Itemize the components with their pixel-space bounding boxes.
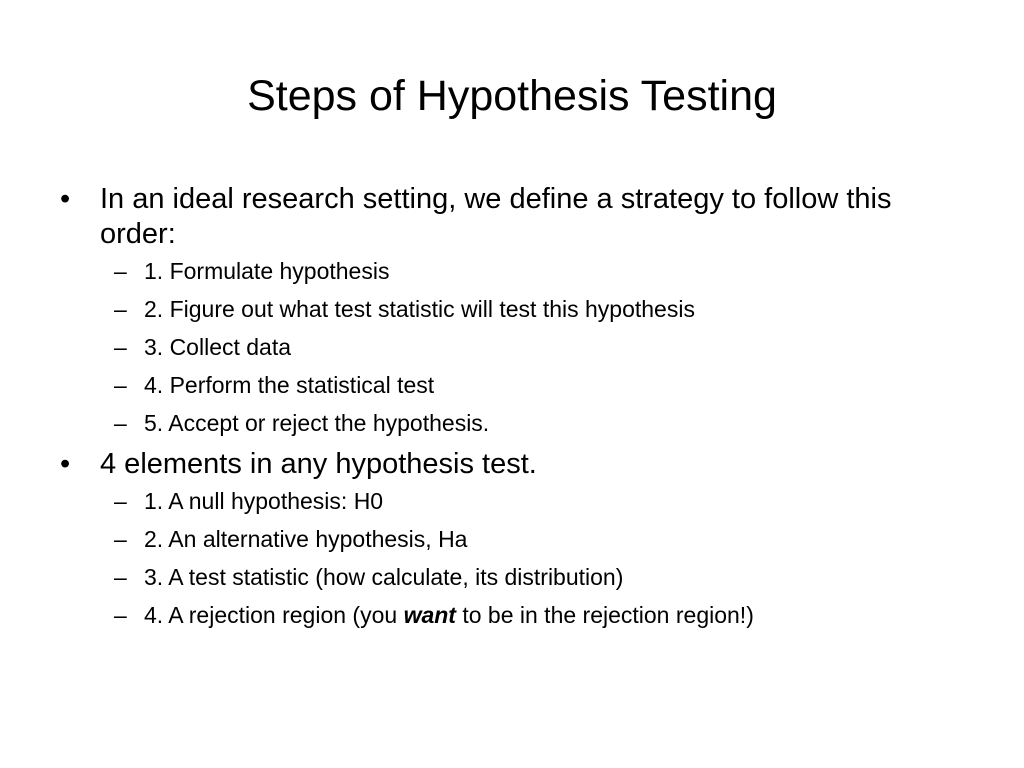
- sub-item: [60, 487, 960, 515]
- dash-glyph: –: [114, 526, 127, 552]
- bullet-glyph: •: [60, 448, 71, 480]
- slide-body: [60, 182, 960, 639]
- sub-list: [60, 257, 960, 437]
- dash-glyph: –: [114, 334, 127, 360]
- sub-item: [60, 371, 960, 399]
- sub-item: [60, 333, 960, 361]
- dash-glyph: –: [114, 602, 127, 628]
- sub-item: [60, 295, 960, 323]
- sub-item: [60, 257, 960, 285]
- bullet-item: [60, 447, 960, 482]
- dash-glyph: –: [114, 410, 127, 436]
- sub-list: [60, 487, 960, 629]
- sub-item-text: 1. A null hypothesis: H0: [144, 488, 384, 514]
- sub-item-text-before: 4. A rejection region (you: [144, 602, 404, 628]
- sub-item-text: 1. Formulate hypothesis: [144, 258, 390, 284]
- bullet-item: [60, 182, 960, 252]
- sub-item-text: 3. Collect data: [144, 334, 292, 360]
- sub-item-text: 2. An alternative hypothesis, Ha: [144, 526, 468, 552]
- sub-item-text: [144, 602, 754, 628]
- emphasized-word: want: [403, 602, 456, 628]
- dash-glyph: –: [114, 564, 127, 590]
- sub-item: [60, 601, 960, 629]
- bullet-glyph: •: [60, 183, 71, 215]
- dash-glyph: –: [114, 372, 127, 398]
- sub-item-text: 5. Accept or reject the hypothesis.: [144, 410, 490, 436]
- dash-glyph: –: [114, 258, 127, 284]
- sub-item-text-after: to be in the rejection region!): [455, 602, 754, 628]
- sub-item-text: 4. Perform the statistical test: [144, 372, 435, 398]
- bullet-text: 4 elements in any hypothesis test.: [100, 448, 537, 480]
- sub-item-text: 3. A test statistic (how calculate, its distribution): [144, 564, 624, 590]
- slide-title: Steps of Hypothesis Testing: [247, 72, 777, 120]
- sub-item: [60, 563, 960, 591]
- sub-item-text: 2. Figure out what test statistic will test this hypothesis: [144, 296, 695, 322]
- bullet-text: In an ideal research setting, we define a strategy to follow this order:: [100, 183, 892, 250]
- dash-glyph: –: [114, 296, 127, 322]
- sub-item: [60, 409, 960, 437]
- dash-glyph: –: [114, 488, 127, 514]
- sub-item: [60, 525, 960, 553]
